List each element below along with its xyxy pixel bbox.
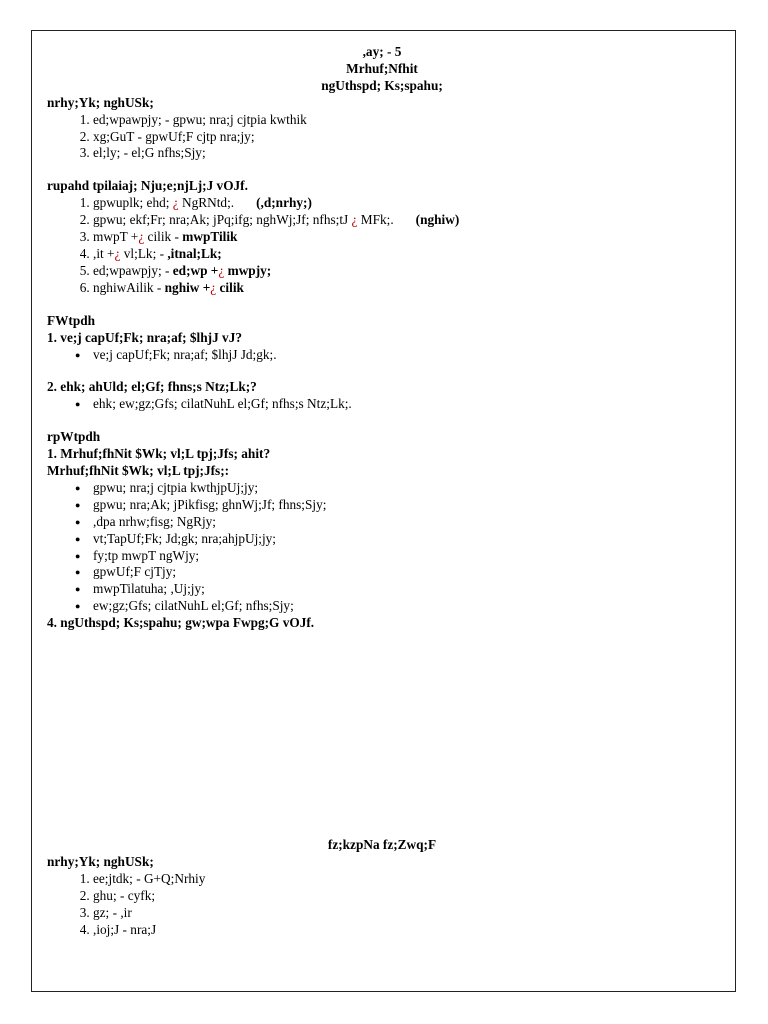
list-item: 2. gpwu; ekf;Fr; nra;Ak; jPq;ifg; nghWj;Jf; nfhs;tJ ¿ MFk;. (nghiw) xyxy=(93,212,717,229)
document-page xyxy=(31,30,736,992)
list-item: 1. ed;wpawpjy; - gpwu; nra;j cjtpia kwthik xyxy=(93,112,717,129)
poem-heading: fz;kzpNa fz;Zwq;F xyxy=(327,837,437,853)
list-item: ● gpwu; nra;Ak; jPikfisg; ghnWj;Jf; fhns;Sjy; xyxy=(93,497,717,514)
list-item: 1. gpwuplk; ehd; ¿ NgRNtd;. (,d;nrhy;) xyxy=(93,195,717,212)
list-item: 5. ed;wpawpjy; - ed;wp +¿ mwpjy; xyxy=(93,263,717,280)
glossary-list-2 xyxy=(47,871,717,939)
blank-mark: ¿ xyxy=(218,262,225,278)
blank-mark: ¿ xyxy=(138,229,145,245)
section-title-glossary-2: nrhy;Yk; nghUSk; xyxy=(47,854,154,869)
blank-mark: ¿ xyxy=(172,195,179,211)
list-item: ● fy;tp mwpT ngWjy; xyxy=(93,548,717,565)
list-item: ● ew;gz;Gfs; cilatNuhL el;Gf; nfhs;Sjy; xyxy=(93,598,717,615)
lesson-number: ,ay; - 5 xyxy=(362,44,402,59)
list-item: ● ,dpa nrhw;fisg; NgRjy; xyxy=(93,514,717,531)
list-item: ● ve;j capUf;Fk; nra;af; $lhjJ Jd;gk;. xyxy=(93,347,717,364)
answer-list xyxy=(47,396,717,413)
question: 1. Mrhuf;fhNit $Wk; vl;L tpj;Jfs; ahit? xyxy=(47,446,271,462)
list-item: ● gpwUf;F cjTjy; xyxy=(93,564,717,581)
document-content xyxy=(47,44,717,939)
list-item: 2. xg;GuT - gpwUf;F cjtp nra;jy; xyxy=(93,129,717,146)
answer-heading: Mrhuf;fhNit $Wk; vl;L tpj;Jfs;: xyxy=(47,463,230,479)
list-item: ● ehk; ew;gz;Gfs; cilatNuhL el;Gf; nfhs;s Ntz;Lk;. xyxy=(93,396,717,413)
question: 2. ehk; ahUld; el;Gf; fhns;s Ntz;Lk;? xyxy=(47,379,257,395)
list-item: 3. mwpT +¿ cilik - mwpTilik xyxy=(93,229,717,246)
answer-list xyxy=(47,347,717,364)
list-item: 4. ,it +¿ vl;Lk; - ,itnal;Lk; xyxy=(93,246,717,263)
section-title-short-questions: FWtpdh xyxy=(47,312,96,328)
section-title-brief-questions: rpWtpdh xyxy=(47,429,101,445)
list-item: 2. ghu; - cyfk; xyxy=(93,888,717,905)
list-item: 4. ,ioj;J - nra;J xyxy=(93,922,717,939)
list-item: 3. gz; - ,ir xyxy=(93,905,717,922)
list-item: ● mwpTilatuha; ,Uj;jy; xyxy=(93,581,717,598)
section-title-choose: rupahd tpilaiaj; Nju;e;njLj;J vOJf. xyxy=(47,178,248,194)
list-item: 3. el;ly; - el;G nfhs;Sjy; xyxy=(93,145,717,162)
glossary-list xyxy=(47,112,717,163)
blank-mark: ¿ xyxy=(351,212,358,228)
list-item: 1. ee;jtdk; - G+Q;Nrhiy xyxy=(93,871,717,888)
lesson-title: Mrhuf;Nfhit xyxy=(346,60,418,76)
question: 1. ve;j capUf;Fk; nra;af; $lhjJ vJ? xyxy=(47,329,242,345)
blank-mark: ¿ xyxy=(210,279,217,295)
blank-mark: ¿ xyxy=(114,245,121,261)
list-item: ● vt;TapUf;Fk; Jd;gk; nra;ahjpUj;jy; xyxy=(93,531,717,548)
section-title-glossary: nrhy;Yk; nghUSk; xyxy=(47,94,154,110)
list-item: 6. nghiwAilik - nghiw +¿ cilik xyxy=(93,280,717,297)
lesson-subtitle: ngUthspd; Ks;spahu; xyxy=(321,77,443,93)
answer-bullets xyxy=(47,480,717,615)
question: 4. ngUthspd; Ks;spahu; gw;wpa Fwpg;G vOJf. xyxy=(47,615,315,631)
choose-answers-list xyxy=(47,195,717,296)
list-item: ● gpwu; nra;j cjtpia kwthjpUj;jy; xyxy=(93,480,717,497)
